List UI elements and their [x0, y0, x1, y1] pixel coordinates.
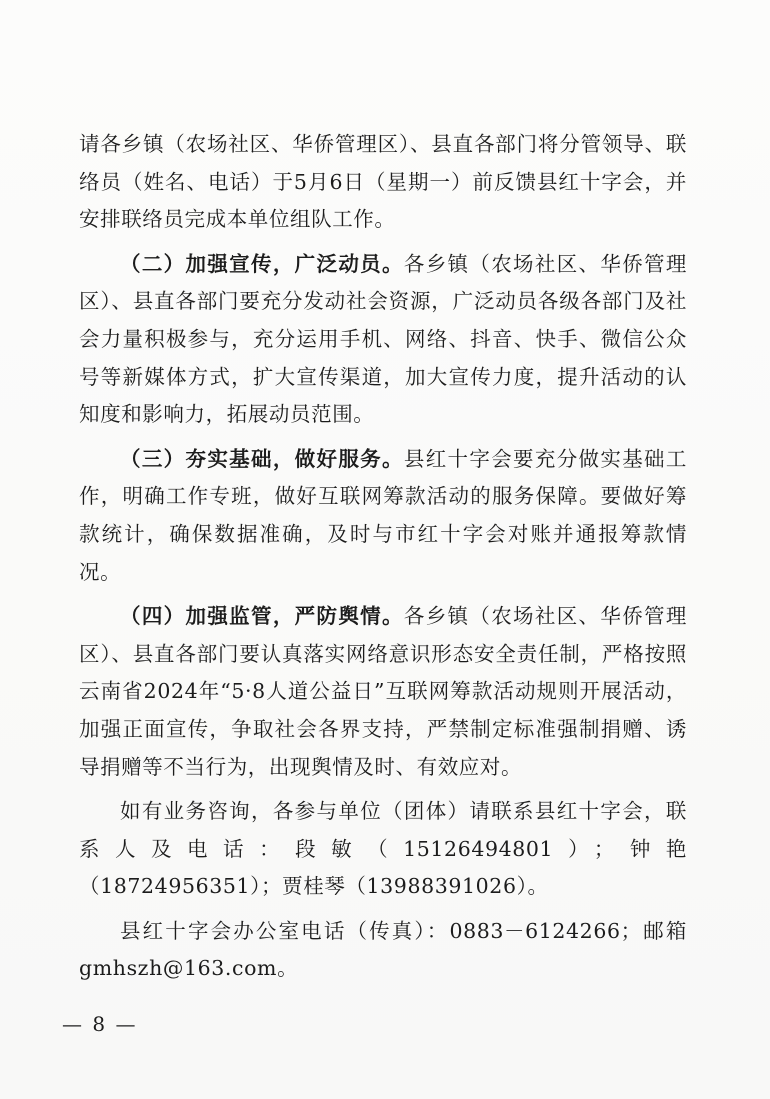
paragraph-publicity — [79, 246, 687, 434]
paragraph-supervision — [79, 598, 687, 786]
paragraph-foundation — [79, 441, 687, 591]
section-text-supervision: 各乡镇（农场社区、华侨管理区）、县直各部门要认真落实网络意识形态安全责任制，严格按照云南省2024年“5·8人道公益日”互联网筹款活动规则开展活动，加强正面宣传，争取社会各界支持，严禁制定标准强制捐赠、诱导捐赠等不当行为，出现舆情及时、有效应对。 — [79, 604, 687, 779]
section-heading-foundation: （三）夯实基础，做好服务。 — [120, 446, 404, 471]
document-body — [79, 126, 687, 988]
paragraph-contacts: 如有业务咨询，各参与单位（团体）请联系县红十字会，联系人及电话：段敏（15126494801）；钟艳（18724956351）；贾桂琴（13988391026）。 — [79, 799, 687, 899]
section-text-foundation: 县红十字会要充分做实基础工作，明确工作专班，做好互联网筹款活动的服务保障。要做好筹款统计，确保数据准确，及时与市红十字会对账并通报筹款情况。 — [79, 446, 687, 584]
section-heading-supervision: （四）加强监管，严防舆情。 — [120, 604, 404, 629]
section-text-publicity: 各乡镇（农场社区、华侨管理区）、县直各部门要充分发动社会资源，广泛动员各级各部门及社会力量积极参与，充分运用手机、网络、抖音、快手、微信公众号等新媒体方式，扩大宣传渠道，加大宣传力度，提升活动的认知度和影响力，拓展动员范围。 — [79, 251, 687, 427]
paragraph-office-phone: 县红十字会办公室电话（传真）：0883－6124266；邮箱gmhszh@163.com。 — [79, 918, 687, 981]
paragraph-contact-feedback: 请各乡镇（农场社区、华侨管理区）、县直各部门将分管领导、联络员（姓名、电话）于5月6日（星期一）前反馈县红十字会，并安排联络员完成本单位组队工作。 — [79, 132, 687, 232]
section-heading-publicity: （二）加强宣传，广泛动员。 — [120, 251, 404, 276]
page-number: — 8 — — [62, 1012, 138, 1036]
